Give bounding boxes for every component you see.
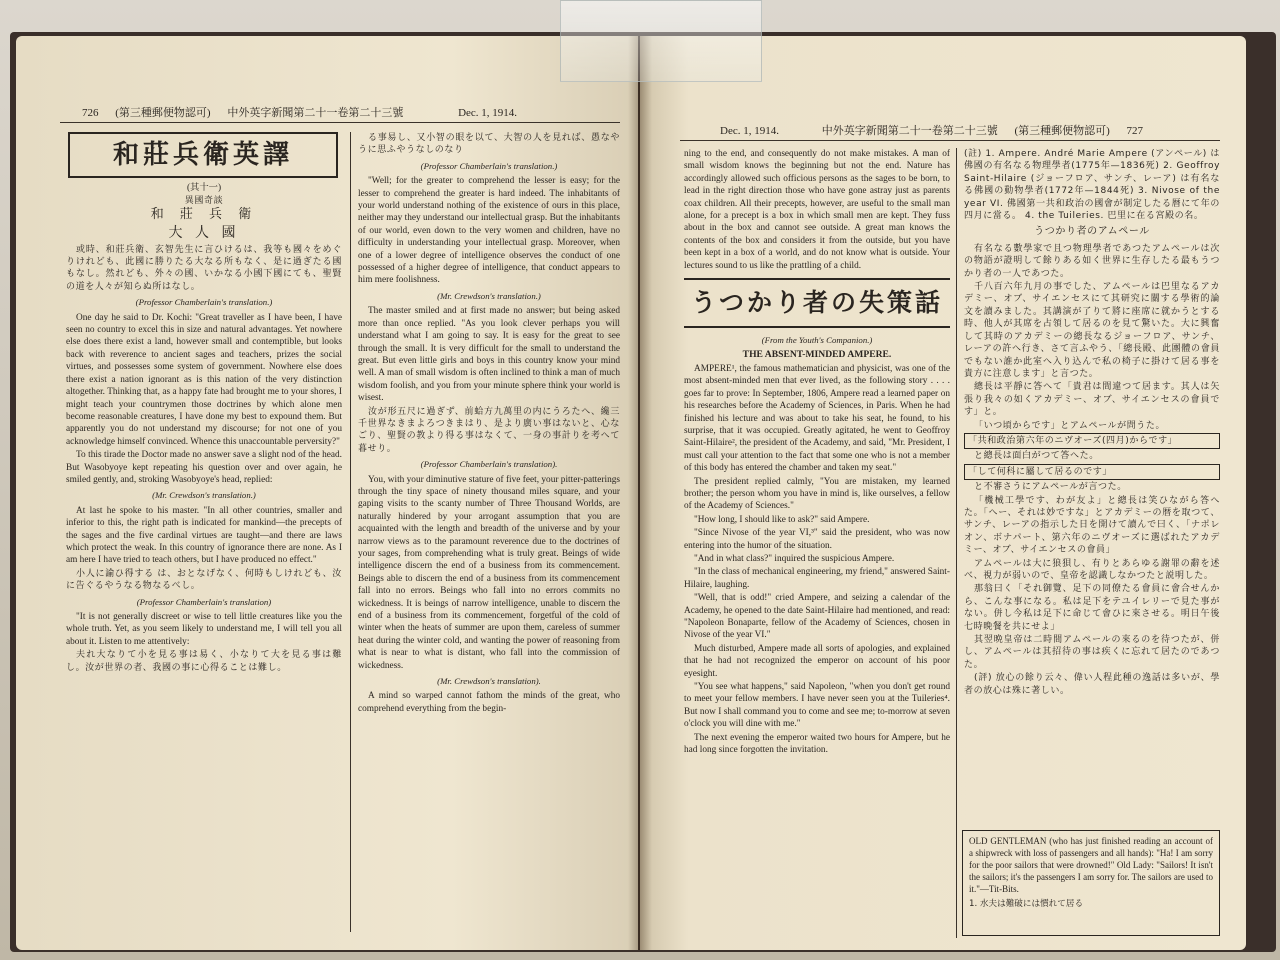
section-heading: 大 人 國 — [168, 225, 240, 242]
caption-chamberlain: (Professor Chamberlain's translation). — [420, 459, 558, 470]
paper-title: 中外英字新聞第二十一卷第二十三號 — [821, 124, 998, 137]
paragraph: "It is not generally discreet or wise to tell little creatures like you the whole truth. Yet, as you seem likely to understand me, I will tell you all about it. Listen to me attentively: — [66, 612, 342, 647]
issue-date: Dec. 1, 1914. — [720, 125, 779, 137]
jp-paragraph: 夫れ大なりて小を見る事は易く、小なりて大を見る事は難し。汝が世界の者、我國の事に心得ることは難し。 — [66, 650, 342, 673]
source-caption: (From the Youth's Companion.) — [761, 335, 873, 346]
subtitle-one: 異國奇談 — [184, 196, 224, 207]
issue-date: Dec. 1, 1914. — [458, 107, 518, 119]
paragraph: You, with your diminutive stature of five feet, your pitter-patterings through the tiny space of ninety thousand miles square, and your gaping visits to the scanty number of Three Thousand Worlds, are naturally hindered by your arrogant assumption that you are acquainted with the length and breadth of the universe and by your narrow views as to the paramount reverence due to the doctrines of your sages, from comprehending what is truly great. Beings of wide intelligence discern the end of a business from its commencement. Beings able to discern the end of a business from its commencement fall into no errors. Beings who fall into no errors commits no wickedness. It is beings of narrow intelligence, unable to discern the end of a business from its commencement, forgetful of the cold of winter when the heats of summer are upon them, careless of summer heat during the winter cold, and wanting the power of reasoning from what is near to what is distant, who fall into the commission of wickedness. — [358, 474, 620, 671]
jp-paragraph: 汝が形五尺に過ぎず、前蛤方九萬里の内にうろたへ、纔三千世界なきまよろつきまはり、是より廣い事はないと、心なごり、聖賢の教より得る事はなくて、一身の事計りを考へて暮せり。 — [358, 406, 620, 454]
right-running-head — [720, 122, 1157, 138]
header-rule — [60, 122, 620, 123]
caption-chamberlain: (Professor Chamberlain's translation) — [136, 596, 272, 607]
story-english-title: THE ABSENT-MINDED AMPERE. — [742, 349, 892, 361]
jp-intro: 或時、和莊兵衛、玄智先生に言ひけるは、我等も國々をめぐりけれども、此國に勝りたる大なる所もなく、是に過ぎたる國もなし。然れども、外々の國、いかなる小國下國にても、聖賢の道を人々が知らぬ所はなし。 — [66, 244, 342, 292]
jp-paragraph: 那翁曰く「それ御覽、足下の同僚たる會員に會合せんから、こんな事になる。私は足下をテユイレリーで見た事がない。併し今私は足下に命じて會ひに來させる。明日午後七時晩餐を共にせよ」 — [964, 584, 1220, 632]
jp-paragraph: 千八百六年九月の事でした、アムペールは巴里なるアカデミー、オブ、サイエンセスにて其研究に關する學術的論文を讀みました。其講演が了りて將に座席に就かうとする時、他人が其席を占領して居るのを見て驚いた。大に興奮して其時のアカデミーの總長なるジョーフロア、サンチ、レーアの許へ行き、さて言ふやう、「總長殿、此團體の會員でもない誰か此室へ入り込んで私の椅子に掛けて居る事を貴方に注意します」と言つた。 — [964, 282, 1220, 379]
joke-note: 1. 水夫は難破には慣れて居る — [969, 899, 1084, 909]
paragraph: One day he said to Dr. Kochi: "Great traveller as I have been, I have seen no country to excel this in size and natural advantages. Yet nowhere else does there exist a land, however small and contemptible, but looks back with reverence to ancient sages and teachers, prizes the social virtues, and possesses some system of government. Nowhere else does there exist a nation ignorant as is this nation of the very distinction altogether. Thinking that, as a happy fate had brought me to your shores, I might teach your countrymen those doctrines by which alone men become reasonable creatures, I have done my best to expound them. But apparently you do not understand my discourse; for not one of you acknowledge himself convinced. Whence this unaccountable perversity?" — [66, 312, 342, 447]
paragraph: At last he spoke to his master. "In all other countries, smaller and inferior to this, the right path is indicated for mankind—the precepts of the sages and the five cardinal virtues are taught—and there are laws which protect the weak. In this country of ignorance there are none. As I am here I have tried to teach others, but I have produced no effect." — [66, 505, 342, 566]
paragraph: "Well; for the greater to comprehend the lesser is easy; for the lesser to comprehend the greater is hard indeed. The inhabitants of your world understand nothing of the existence of ours in this place, neither may they understand our intellectual grasp. But the inhabitants of our world, even down to the very women and children, have no difficulty in understanding your intellectual grasp. Moreover, when one of a lower degree of intelligence observes the conduct of one possessed of a higher degree of intelligence, that conduct appears to him mere foolishness. — [358, 176, 620, 286]
paragraph: To this tirade the Doctor made no answer save a slight nod of the head. But Wasobyoye kept repeating his question over and over again, he smiled gently, and, stroking Wasobyoye's head, replied: — [66, 450, 342, 485]
jp-paragraph: と總長は面白がつて答へた。 — [974, 451, 1099, 462]
jp-quote-box: 「して何科に屬して居るのです」 — [964, 464, 1220, 480]
right-column-2 — [964, 148, 1220, 824]
jp-paragraph: る事易し、又小智の眼を以て、大智の人を見れば、愚なやうに思ふやうなしのなり — [358, 133, 620, 156]
paragraph: The next evening the emperor waited two hours for Ampere, but he had long since forgotten the invitation. — [684, 732, 950, 756]
jp-paragraph: 「いつ頃からです」とアムペールが問うた。 — [974, 420, 1166, 431]
footnotes: (註) 1. Ampere. André Marie Ampere (アンペール) は佛國の有名なる物理學者(1775年—1836死) 2. Geoffroy Saint-Hilaire (ジョーフロア、サンチ、レーア) は有名なる佛國の動物學者(1772年—1844死) 3. Nivose of the year VI. 佛國第一共和政治の國會が制定したる暦にて年の四月に當る。 4. the Tuileries. 巴里に在る宮殿の名。 — [964, 149, 1220, 222]
joke-box — [962, 830, 1220, 936]
caption-crewdson: (Mr. Crewdson's translation.) — [437, 290, 541, 301]
permit-note: (第三種郵便物認可) — [115, 107, 211, 119]
page-number: 726 — [82, 107, 99, 119]
jp-section-heading: うつかり者のアムペール — [1034, 226, 1150, 238]
series-title: 和莊兵衛英譯 — [68, 132, 338, 178]
jp-paragraph: 小人に諭ひ得する は、おとなげなく、何時もしけれども、汝に告ぐるやうなる物なるべし。 — [66, 568, 342, 592]
jp-paragraph: と不審さうにアムペールが言つた。 — [974, 482, 1127, 493]
paragraph: The president replied calmly, "You are mistaken, my learned brother; the person whom you have in mind is, like ourselves, a fellow of the Academy of Sciences." — [684, 476, 950, 512]
caption-crewdson: (Mr. Crewdson's translation). — [437, 676, 541, 687]
story-title: うつかり者の失策話 — [684, 278, 950, 328]
jp-paragraph: 總長は平靜に答へて「貴君は間違つて居ます。其人は矢張り我々の如くアカデミー、オブ、サイエンセスの會員です」と。 — [964, 382, 1220, 418]
left-page — [16, 36, 638, 950]
chapter-number: (其十一) — [186, 183, 222, 193]
jp-paragraph: (評) 放心の餘り云々、偉い人程此種の逸話は多いが、學者の放心は殊に著しい。 — [964, 673, 1220, 696]
paragraph: ning to the end, and consequently do not make mistakes. A man of small wisdom knows the beginning but not the end. Nature has accordingly allowed such officious persons as the sages to be born, to lead in the right direction those who have gone astray just as parents coax children. All their precepts, however, are useful to the small man alone, for a precept is a box in which small men are kept. They fuss about in the box and cannot see outside. A great man knows the contents of the box and considers it from the outside, but you have been kept in a box of a world, and do not know what is outside. Your lectures sound to us like the prattling of a child. — [684, 149, 950, 271]
left-column-1 — [66, 182, 342, 940]
jp-paragraph: 其翌晩皇帝は二時間アムペールの來るのを待つたが、併し、アムペールは其招待の事は疾くに忘れて居たのであつた。 — [964, 635, 1220, 670]
paragraph: The master smiled and at first made no answer; but being asked more than once replied. "As you look clever perhaps you will understand what I am going to say. It is easy for the great to see through the small. It is very difficult for the small to understand the great. But even little girls and boys in this country know your mind well. A man of small wisdom is often inclined to think a man of much wisdom foolish, and you from your minute sphere think your world is wisest. — [358, 306, 620, 404]
right-page — [640, 36, 1246, 950]
caption-chamberlain: (Professor Chamberlain's translation.) — [135, 297, 273, 308]
paragraph: A mind so warped cannot fathom the minds of the great, who comprehend everything from the begin- — [358, 691, 620, 714]
paragraph: "And in what class?" inquired the suspicious Ampere. — [694, 553, 895, 564]
paragraph: "In the class of mechanical engineering, my friend," answered Saint-Hilaire, laughing. — [684, 567, 950, 590]
book-gutter — [628, 36, 652, 950]
permit-note: (第三種郵便物認可) — [1014, 125, 1110, 137]
right-column-1 — [684, 148, 950, 948]
page-number: 727 — [1126, 125, 1144, 137]
header-rule — [680, 140, 1220, 141]
paragraph: AMPERE¹, the famous mathematician and physicist, was one of the most absent-minded men that ever lived, as the following story . . . . goes far to prove: In September, 1806, Ampere read a learned paper on his researches before the Academy of Sciences, in Paris. When he had finished his lecture and was about to take his seat, he found, to his surprise, that it was occupied. Greatly agitated, he went to Geoffroy Saint-Hilaire², the president of the Academy, and said, "Mr. President, I must call your attention to the fact that some one who is not a member of this body has entered the chamber and taken my seat." — [684, 363, 950, 474]
paragraph: "You see what happens," said Napoleon, "when you don't get round to meet your fellow members. I have never seen you at the Tuileries⁴. But now I shall command you to come and see me; to-morrow at seven o'clock you will dine with me." — [684, 682, 950, 730]
paragraph: Much disturbed, Ampere made all sorts of apologies, and explained that he had not recognized the emperor on account of his poor eyesight. — [684, 643, 950, 679]
caption-chamberlain: (Professor Chamberlain's translation.) — [420, 160, 558, 171]
left-column-2 — [358, 132, 620, 940]
left-running-head — [82, 104, 531, 120]
jp-paragraph: アムペールは大に狼狽し、有りとあらゆる謝罪の辭を述べ、視力が弱いので、皇帝を認識しなかつたと説明した。 — [964, 558, 1220, 581]
paper-title: 中外英字新聞第二十一卷第二十三號 — [227, 106, 404, 119]
paragraph: "Since Nivose of the year VI,³" said the president, who was now entering into the humor of the situation. — [684, 528, 950, 551]
column-divider — [956, 148, 957, 938]
jp-paragraph: 有名なる數學家で且つ物理學者であつたアムペールは次の物語が證明して餘りある如く世界に生存したる最もうつかり者の一人であつた。 — [964, 243, 1220, 279]
caption-crewdson: (Mr. Crewdson's translation.) — [152, 490, 256, 501]
subtitle-two: 和 莊 兵 衛 — [150, 206, 258, 222]
joke-text: OLD GENTLEMAN (who has just finished reading an account of a shipwreck with loss of passengers and all hands): "Ha! I am sorry for the poor sailors that were drowned!" Old Lady: "Sailors! It isn't the sailors; it's the passengers I am sorry for. The sailors are used to it."—Tit-Bits. — [969, 836, 1213, 894]
jp-quote-box: 「共和政治第六年のニヴオーズ(四月)からです」 — [964, 433, 1220, 449]
jp-paragraph: 「機械工學です、わが友よ」と總長は笑ひながら答へた。「へー、それは妙ですな」とアカデミーの暦を取つて、サンチ、レーアの指示した日を開けて讀んで曰く、「ナポレオン、ボナパート、第六年のニヴオーズに選ばれたアカデミー、オブ、サイエンセスの會員」 — [964, 495, 1220, 556]
paragraph: "How long, I should like to ask?" said Ampere. — [694, 514, 870, 525]
paragraph: "Well, that is odd!" cried Ampere, and seizing a calendar of the Academy, he opened to the date Saint-Hilaire had mentioned, and read: "Napoleon Bonaparte, fellow of the Academy of Sciences, chosen in Nivose of the year VI." — [684, 593, 950, 641]
glass-weight — [560, 0, 762, 82]
column-divider — [350, 132, 351, 932]
